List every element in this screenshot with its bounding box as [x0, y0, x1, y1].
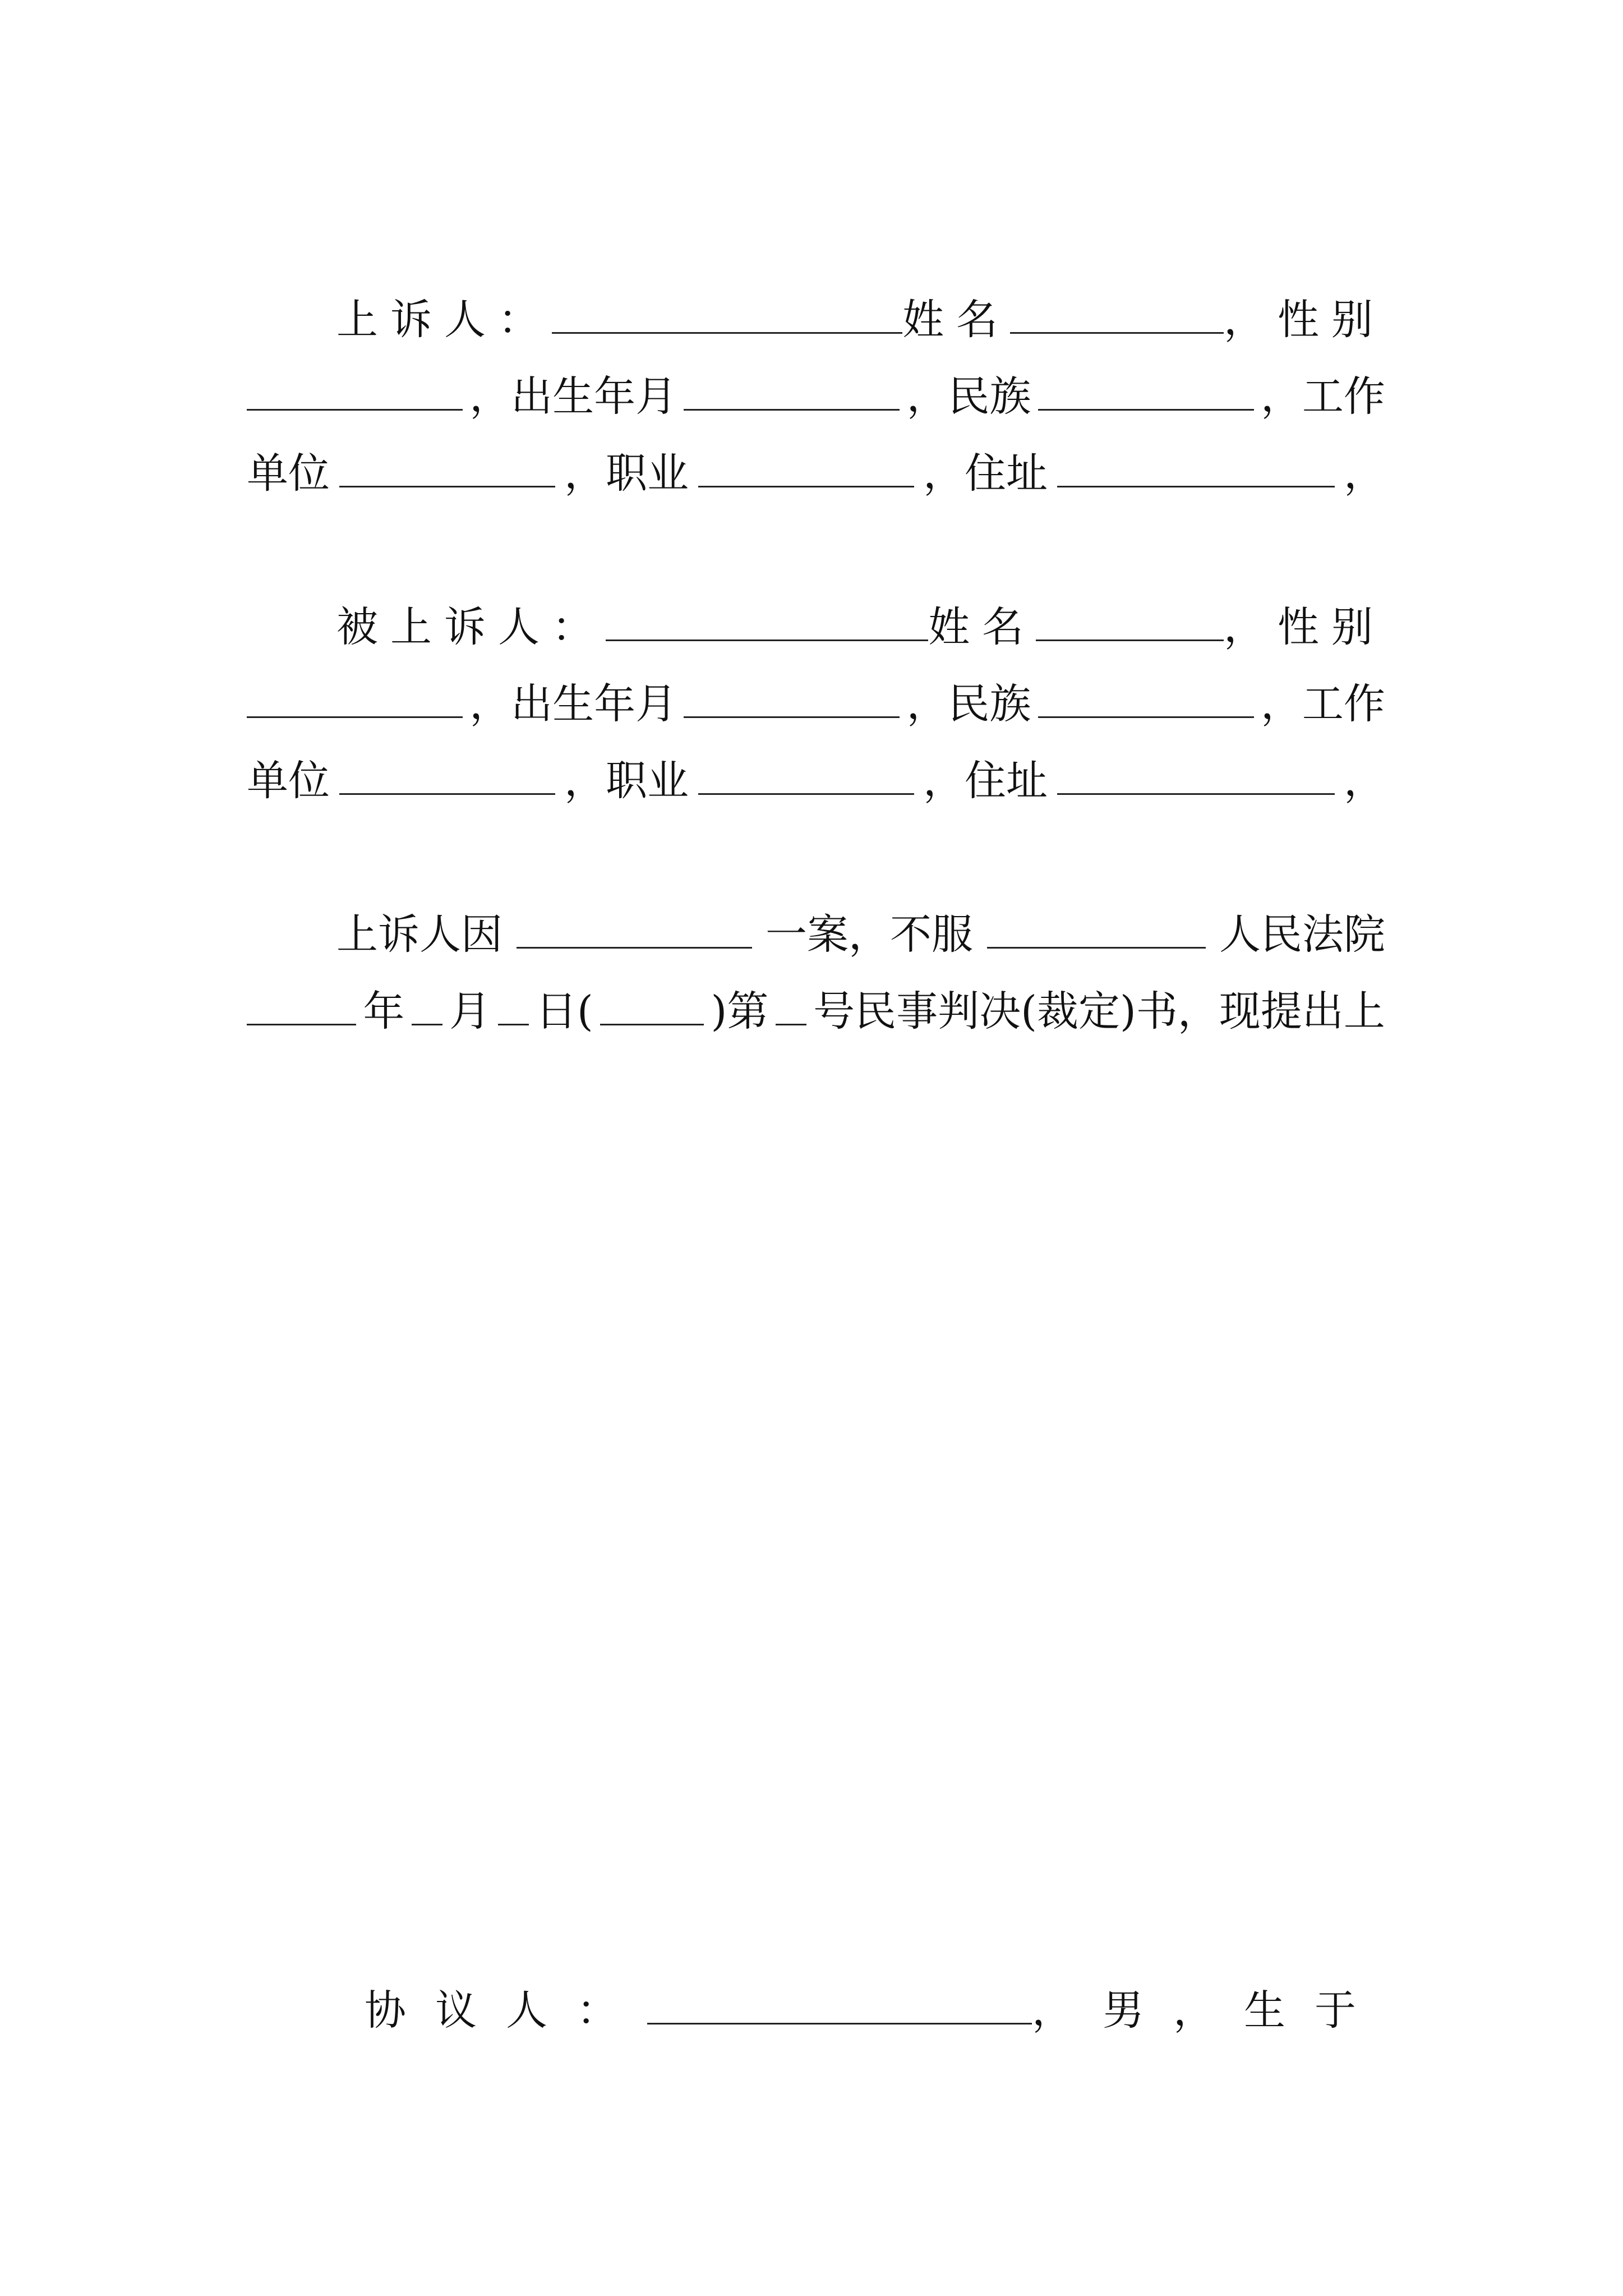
job-label: ，职业: [564, 449, 689, 498]
cause-text: 一案，不服: [766, 910, 973, 959]
court-blank[interactable]: [987, 908, 1206, 949]
case-blank[interactable]: [517, 908, 752, 949]
cause-line-2: [247, 981, 1385, 1042]
birth-blank[interactable]: [684, 677, 900, 718]
appellant-line-4: [247, 519, 1385, 581]
day-blank[interactable]: [498, 984, 529, 1025]
work-unit-label: 单位: [247, 449, 330, 498]
ethnicity-blank[interactable]: [1038, 677, 1254, 718]
work-unit-blank[interactable]: [339, 447, 555, 487]
party-label: 协议人：: [365, 1986, 647, 2035]
closing-line: [336, 1595, 1385, 1657]
year-blank[interactable]: [247, 984, 356, 1025]
case-number-blank[interactable]: [776, 984, 806, 1025]
gender-text: ，男，: [1032, 1986, 1244, 2035]
name-blank[interactable]: [1010, 293, 1224, 334]
work-label: ，工作: [1260, 372, 1385, 421]
month-label: 月: [449, 987, 491, 1036]
gender-blank[interactable]: [247, 370, 463, 411]
cause-text: 人民法院: [1219, 910, 1385, 959]
appellee-line-3: [247, 750, 1385, 812]
address-label: ，住址: [923, 449, 1048, 498]
work-unit-label: 单位: [247, 757, 330, 805]
section-title: [336, 1903, 1385, 1964]
appellant-blank[interactable]: [552, 293, 902, 334]
name-label: 姓名: [902, 296, 1011, 344]
cause-line-1: [336, 904, 1385, 965]
year-label: 年: [363, 987, 405, 1036]
address-comma: ，: [1344, 449, 1385, 498]
case-year-blank[interactable]: [600, 984, 704, 1025]
facts-heading: [336, 1365, 1385, 1427]
born-text: 生于: [1244, 1986, 1385, 2035]
gender-label: ，性别: [1224, 296, 1385, 344]
appellee-label: 被上诉人：: [336, 603, 606, 651]
appellant-line-3: [247, 443, 1385, 504]
appellant-line-2: [247, 366, 1385, 427]
request-item: [336, 1211, 1385, 1273]
court-line: [336, 1672, 1385, 1734]
appellee-line-1: [336, 596, 1385, 658]
birth-label: ，出生年月: [469, 372, 677, 421]
birth-label: ，出生年月: [469, 680, 677, 728]
fact-item: [336, 1519, 1385, 1580]
signature-line: [336, 1749, 1385, 1811]
ethnicity-label: ，民族: [906, 680, 1031, 728]
work-unit-blank[interactable]: [339, 754, 555, 795]
fact-item: [336, 1442, 1385, 1503]
job-blank[interactable]: [698, 447, 914, 487]
address-comma: ，: [1344, 757, 1385, 805]
job-label: ，职业: [564, 757, 689, 805]
appellant-line-1: [336, 289, 1385, 351]
name-blank[interactable]: [1036, 600, 1224, 641]
requests-heading: [336, 1134, 1385, 1196]
section-title: [336, 213, 1385, 275]
job-blank[interactable]: [698, 754, 914, 795]
address-blank[interactable]: [1057, 754, 1335, 795]
birth-blank[interactable]: [684, 370, 900, 411]
appellant-label: 上诉人：: [336, 296, 552, 344]
party-blank[interactable]: [647, 1984, 1032, 2024]
name-label: 姓名: [928, 603, 1036, 651]
ethnicity-blank[interactable]: [1038, 370, 1254, 411]
cause-line-3: [247, 1057, 1385, 1119]
work-label: ，工作: [1260, 680, 1385, 728]
address-label: ，住址: [923, 757, 1048, 805]
ethnicity-label: ，民族: [906, 372, 1031, 421]
month-blank[interactable]: [412, 984, 442, 1025]
date-line: [336, 1826, 1385, 1888]
request-item: [336, 1288, 1385, 1350]
day-label: 日(: [535, 987, 593, 1036]
gender-blank[interactable]: [247, 677, 463, 718]
cause-text: 上诉人因: [336, 910, 502, 959]
gender-label: ，性别: [1224, 603, 1385, 651]
appellee-line-4: [247, 827, 1385, 889]
appellee-line-2: [247, 673, 1385, 735]
number-label: )第: [711, 987, 769, 1036]
cause-text: 号民事判决(裁定)书，现提出上: [813, 987, 1385, 1036]
address-blank[interactable]: [1057, 447, 1335, 487]
party-line: [365, 1980, 1385, 2041]
appellee-blank[interactable]: [606, 600, 928, 641]
